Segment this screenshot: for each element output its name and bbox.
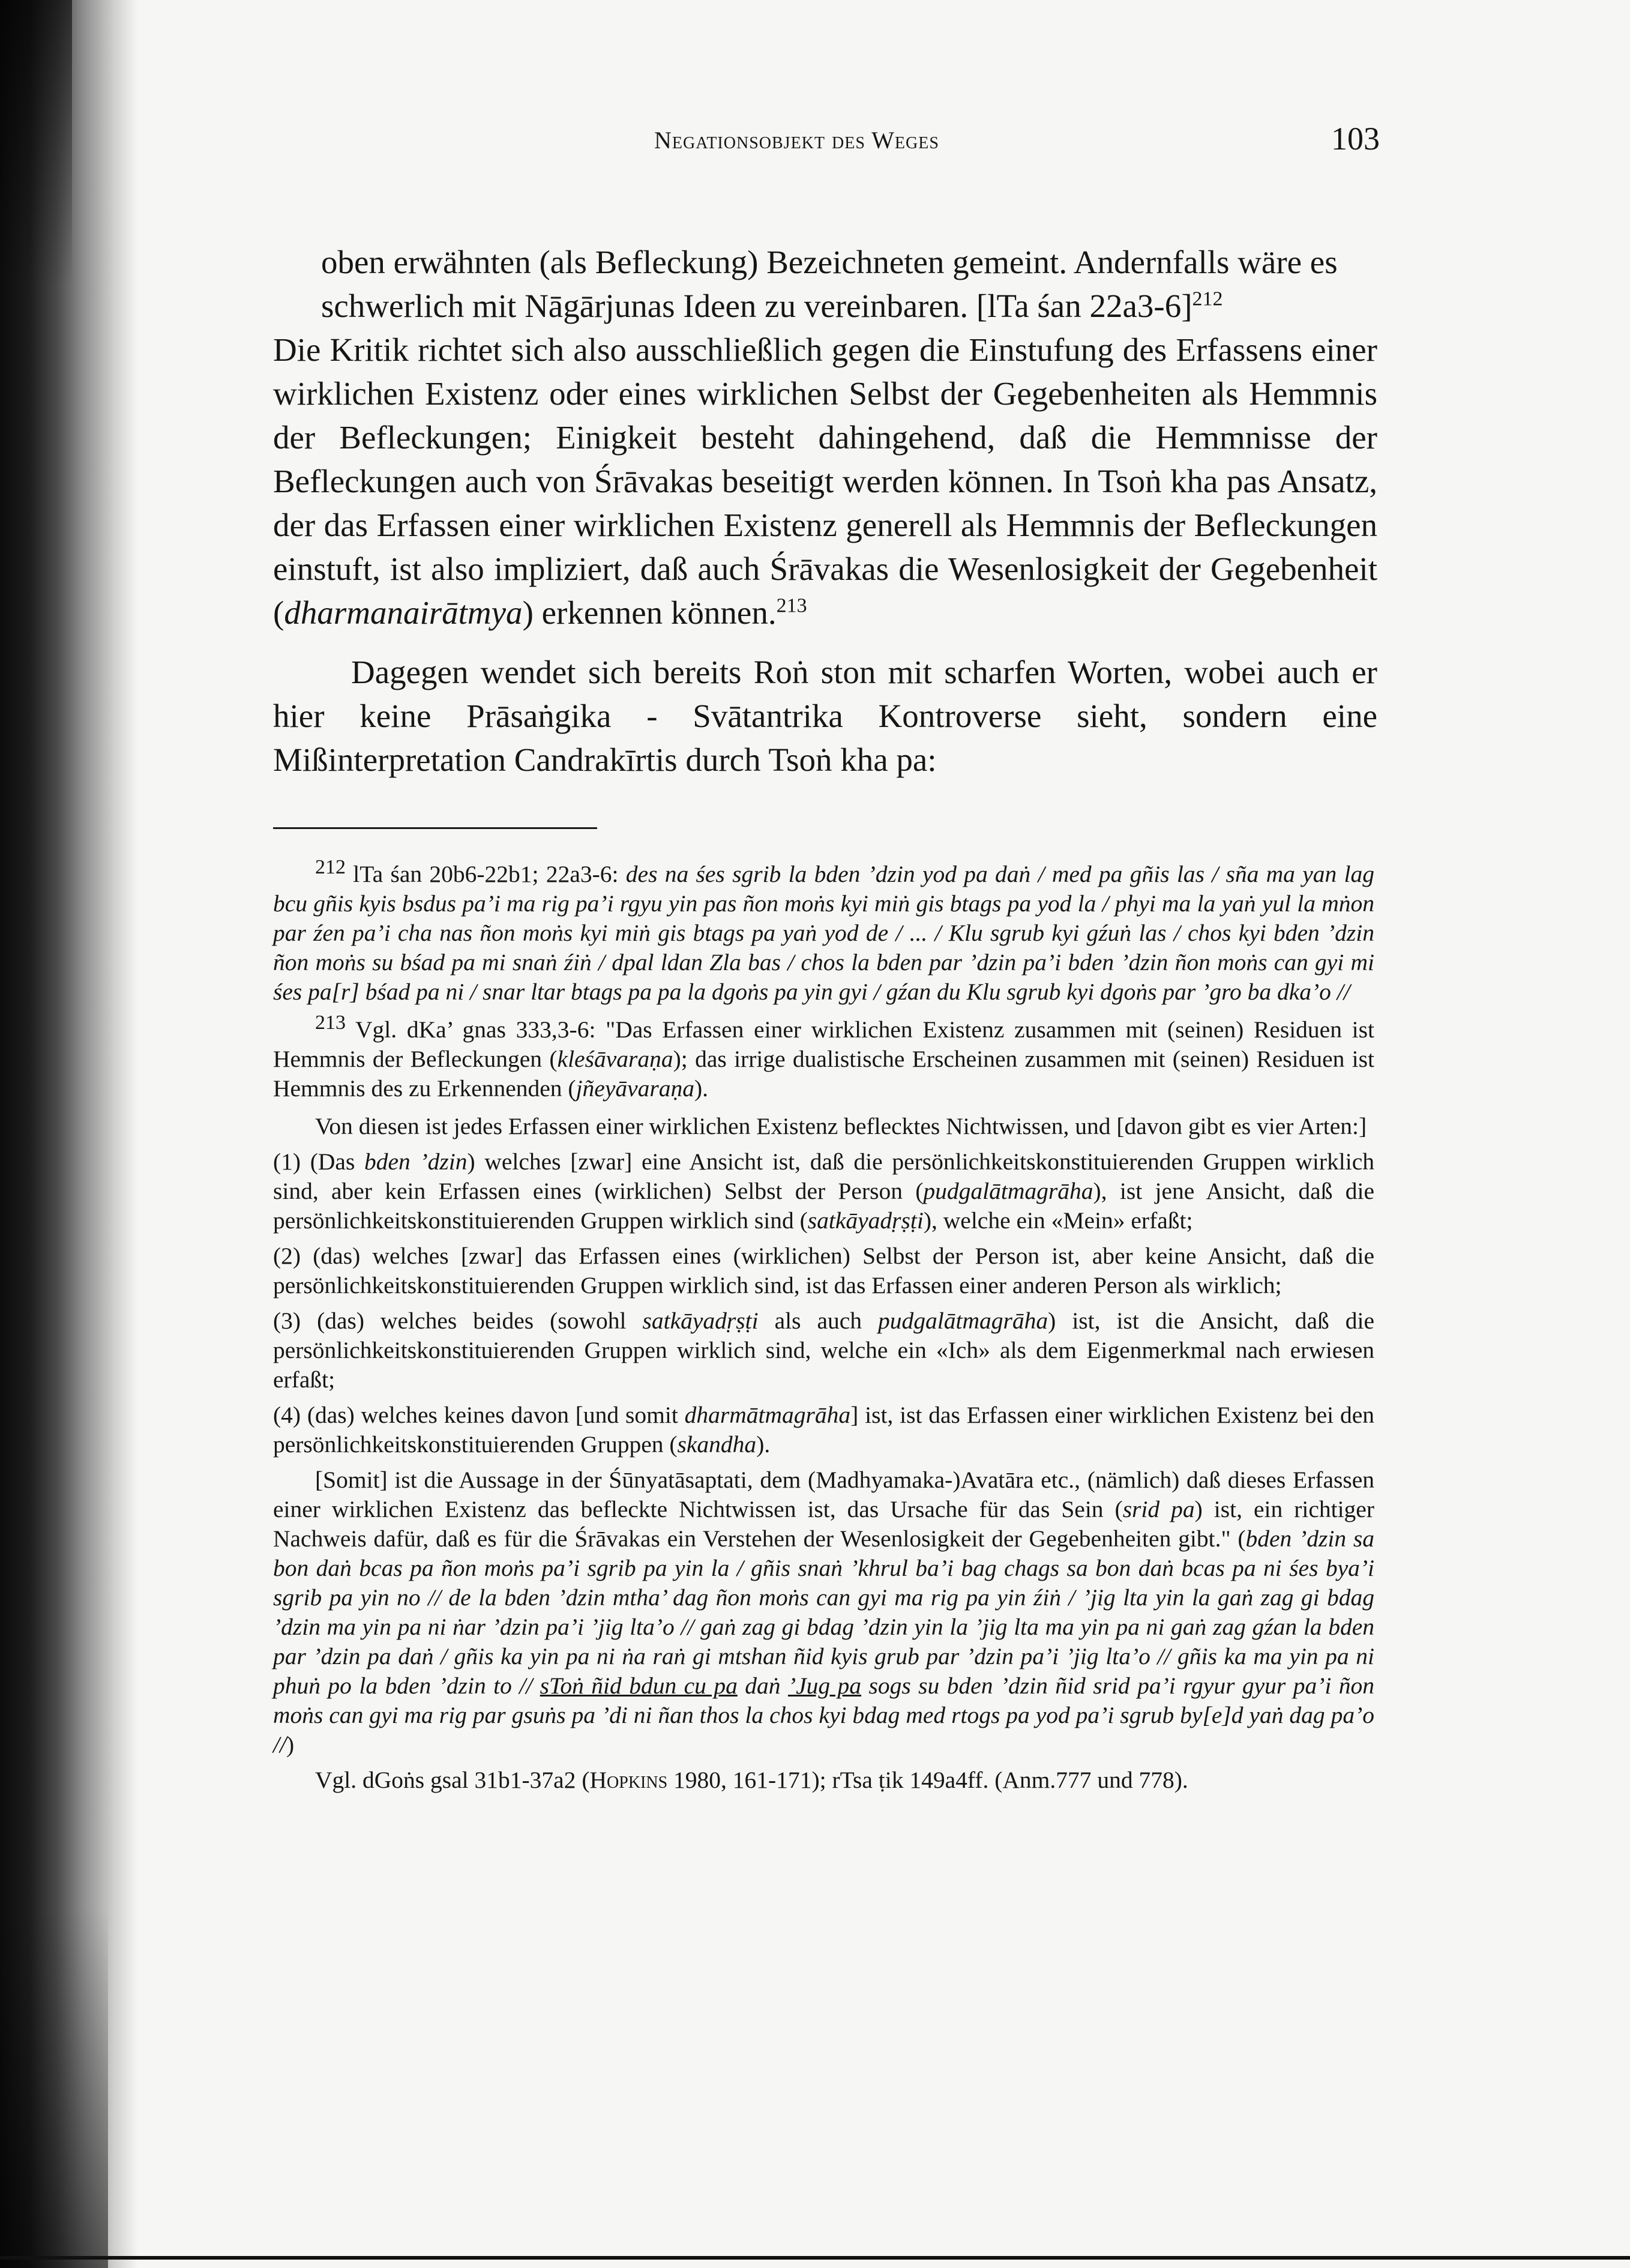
p4-a: Vgl. dGoṅs gsal 31b1-37a2 ( [315, 1767, 590, 1793]
running-title: Negationsobjekt des Weges [654, 127, 939, 154]
item-1-c: ), ist jene Ansicht, daß die persönlichkeitskonstituierenden Gruppen wirklich sind ( [273, 1178, 1375, 1234]
item-3-term2: pudgalātmagrāha [878, 1307, 1048, 1334]
item-1-term3: satkāyadṛṣṭi [807, 1207, 924, 1234]
p3-underlined-2: ’Jug pa [787, 1672, 862, 1699]
footnote-213-item-1 [273, 1147, 1374, 1235]
footnote-213-item-4 [273, 1401, 1374, 1459]
footnote-212-tibetan: des na śes sgrib la bden ’dzin yod pa daṅ / med pa gñis las / sña ma yan lag bcu gñis kyis bsdus pa’i ma rig pa’i rgyu yin pas ñon moṅs kyi miṅ gis btags pa yod la / phyi ma la yaṅ yul la mṅon par źen pa’i cha nas ñon moṅs kyi miṅ gis btags pa yaṅ yod de / ... / Klu sgrub kyi gźuṅ las / chos kyi bden ’dzin ñon moṅs su bśad pa mi snaṅ źiṅ / dpal ldan Zla bas / chos la bden par ’dzin pa’i bden ’dzin ñon moṅs can gyi mi śes pa[r] bśad pa ni / snar ltar btags pa pa la dgoṅs pa yin gyi / gźan du Klu sgrub kyi dgoṅs par ’gro ba dka’o // [273, 861, 1375, 1005]
item-1-term2: pudgalātmagrāha [923, 1178, 1093, 1204]
main-text [273, 240, 1377, 782]
quote-continuation [273, 240, 1377, 328]
item-3-a: (3) (das) welches beides (sowohl [273, 1307, 643, 1334]
footnote-213-end: ). [694, 1075, 709, 1102]
footnote-213-p3 [273, 1465, 1374, 1760]
item-4-a: (4) (das) welches keines davon [und somit [273, 1402, 685, 1428]
paragraph-1-text: Die Kritik richtet sich also ausschließlich gegen die Einstufung des Erfassens einer wirklichen Existenz oder eines wirklichen Selbst der Gegebenheiten als Hemmnis der Befleckungen; Einigkeit besteht dahingehend, daß die Hemmnisse der Befleckungen auch von Śrāvakas beseitigt werden können. In Tsoṅ kha pas Ansatz, der das Erfassen einer wirklichen Existenz generell als Hemmnis der Befleckungen einstuft, ist also impliziert, daß auch Śrāvakas die Wesenlosigkeit der Gegebenheit ( [273, 331, 1377, 631]
term-dharmanairatmya: dharmanairātmya [284, 594, 523, 631]
footnote-213-item-2: (2) (das) welches [zwar] das Erfassen eines (wirklichen) Selbst der Person ist, aber keine Ansicht, daß die persönlichkeitskonstituierenden Gruppen wirklich sind, ist das Erfassen einer anderen Person als wirklich; [273, 1243, 1374, 1298]
term-klesavarana: kleśāvaraṇa [557, 1046, 673, 1072]
item-1-d: ), welche ein «Mein» erfaßt; [923, 1207, 1193, 1234]
item-3-term1: satkāyadṛṣṭi [642, 1307, 759, 1334]
footnote-number-213: 213 [315, 1011, 346, 1034]
page-bottom-edge [0, 2256, 1630, 2260]
p3-tibetan-1: bden ’dzin sa bon daṅ bcas pa ñon moṅs pa’i sgrib pa yin la / gñis snaṅ ’khrul ba’i bag chags sa bon daṅ bcas pa ni śes bya’i sgrib pa yin no // de la bden ’dzin mtha’ dag ñon moṅs can gyi ma rig pa yin źiṅ / ’jig lta yin la gaṅ zag gi bdag ’dzin ma yin pa ni ṅar ’dzin pa’i ’jig lta’o // gaṅ zag gi bdag ’dzin yin la ’jig lta ma yin pa ni gaṅ zag gźan la bden par ’dzin pa daṅ / gñis ka yin pa ni ṅa raṅ gi mtshan ñid kyis grub par ’dzin pa’i ’jig lta’o // gñis ka ma yin pa ni phuṅ po la bden ’dzin to // [273, 1525, 1374, 1699]
item-3-b: als auch [758, 1307, 879, 1334]
item-4-b: ] ist, ist das Erfassen einer wirklichen Existenz bei den persönlichkeitskonstituierenden Gruppen ( [273, 1402, 1374, 1458]
p3-underlined-1: sToṅ ñid bdun cu pa [540, 1672, 738, 1699]
p3-a: [Somit] ist die Aussage in der Śūnyatāsaptati, dem (Madhyamaka-)Avatāra etc., (nämlich) daß dieses Erfassen einer wirklichen Existenz das befleckte Nichtwissen ist, das Ursache für das Sein ( [273, 1467, 1374, 1522]
footnote-213-item-3 [273, 1306, 1374, 1395]
footnote-213-p2: Von diesen ist jedes Erfassen einer wirklichen Existenz beflecktes Nichtwissen, und [davon gibt es vier Arten:] [315, 1113, 1367, 1139]
item-3-c: ) ist, ist die Ansicht, daß die persönlichkeitskonstituierenden Gruppen wirklich sind, welche ein «Ich» als dem Eigenmerkmal nach erwiesen erfaßt; [273, 1307, 1374, 1393]
footnote-213-p4 [273, 1766, 1374, 1795]
p3-tibetan-2: daṅ [737, 1672, 788, 1699]
item-4-c: ). [756, 1431, 771, 1458]
item-4-term: dharmātmagrāha [684, 1402, 851, 1428]
binding-shade-bottom [0, 1908, 108, 2268]
footnote-213-intro: Vgl. dKa’ gnas 333,3-6: "Das Erfassen einer wirklichen Existenz zusammen mit (seinen) Residuen ist Hemmnis der Befleckungen ( [273, 1016, 1374, 1072]
p3-b: ) ist, ein richtiger Nachweis dafür, daß es für die Śrāvakas ein Verstehen der Wesenlosigkeit der Gegebenheiten gibt." ( [273, 1496, 1374, 1552]
footnote-213 [273, 1011, 1375, 1103]
footnote-212 [273, 855, 1375, 1007]
footnote-ref-213: 213 [776, 594, 807, 617]
p4-author: Hopkins [589, 1767, 668, 1793]
footnote-212-ref: lTa śan 20b6-22b1; 22a3-6: [353, 861, 619, 887]
footnote-213-mid: ); das irrige dualistische Erscheinen zusammen mit (seinen) Residuen ist Hemmnis des zu Erkennenden ( [273, 1046, 1375, 1102]
footnotes [273, 855, 1375, 1803]
p3-end: ) [286, 1731, 295, 1758]
footnote-number-212: 212 [315, 855, 346, 878]
footnote-rule [273, 827, 597, 829]
paragraph-2: Dagegen wendet sich bereits Roṅ ston mit scharfen Worten, wobei auch er hier keine Prāsaṅgika - Svātantrika Kontroverse sieht, sondern eine Mißinterpretation Candrakīrtis durch Tsoṅ kha pa: [273, 654, 1377, 778]
term-srid-pa: srid pa [1122, 1496, 1195, 1522]
item-1-b: ) welches [zwar] eine Ansicht ist, daß die persönlichkeitskonstituierenden Gruppen wirklich sind, aber kein Erfassen eines (wirklichen) Selbst der Person ( [273, 1148, 1374, 1204]
paragraph-1-end: ) erkennen können. [522, 594, 777, 631]
page-number: 103 [1331, 121, 1380, 157]
quote-line-1: oben erwähnten (als Befleckung) Bezeichneten gemeint. Andernfalls wäre es [321, 244, 1338, 280]
p3-tibetan-3: sogs su bden ’dzin ñid srid pa’i rgyur gyur pa’i ñon moṅs can gyi ma rig par gsuṅs pa ’di ni ñan thos la chos kyi bdag med rtogs pa yod pa’i sgrub by[e]d yaṅ dag pa’o // [273, 1672, 1375, 1758]
paragraph-1 [273, 328, 1377, 635]
item-1-term: bden ’dzin [364, 1148, 468, 1175]
item-4-term2: skandha [677, 1431, 757, 1458]
binding-shade-top [0, 0, 72, 288]
p4-b: 1980, 161-171); rTsa ṭik 149a4ff. (Anm.777 und 778). [667, 1767, 1188, 1793]
footnote-ref-212: 212 [1192, 288, 1223, 310]
quote-line-2: schwerlich mit Nāgārjunas Ideen zu vereinbaren. [lTa śan 22a3-6] [321, 288, 1192, 324]
term-jneyavarana: jñeyāvaraṇa [576, 1075, 695, 1102]
item-1-a: (1) (Das [273, 1148, 365, 1175]
